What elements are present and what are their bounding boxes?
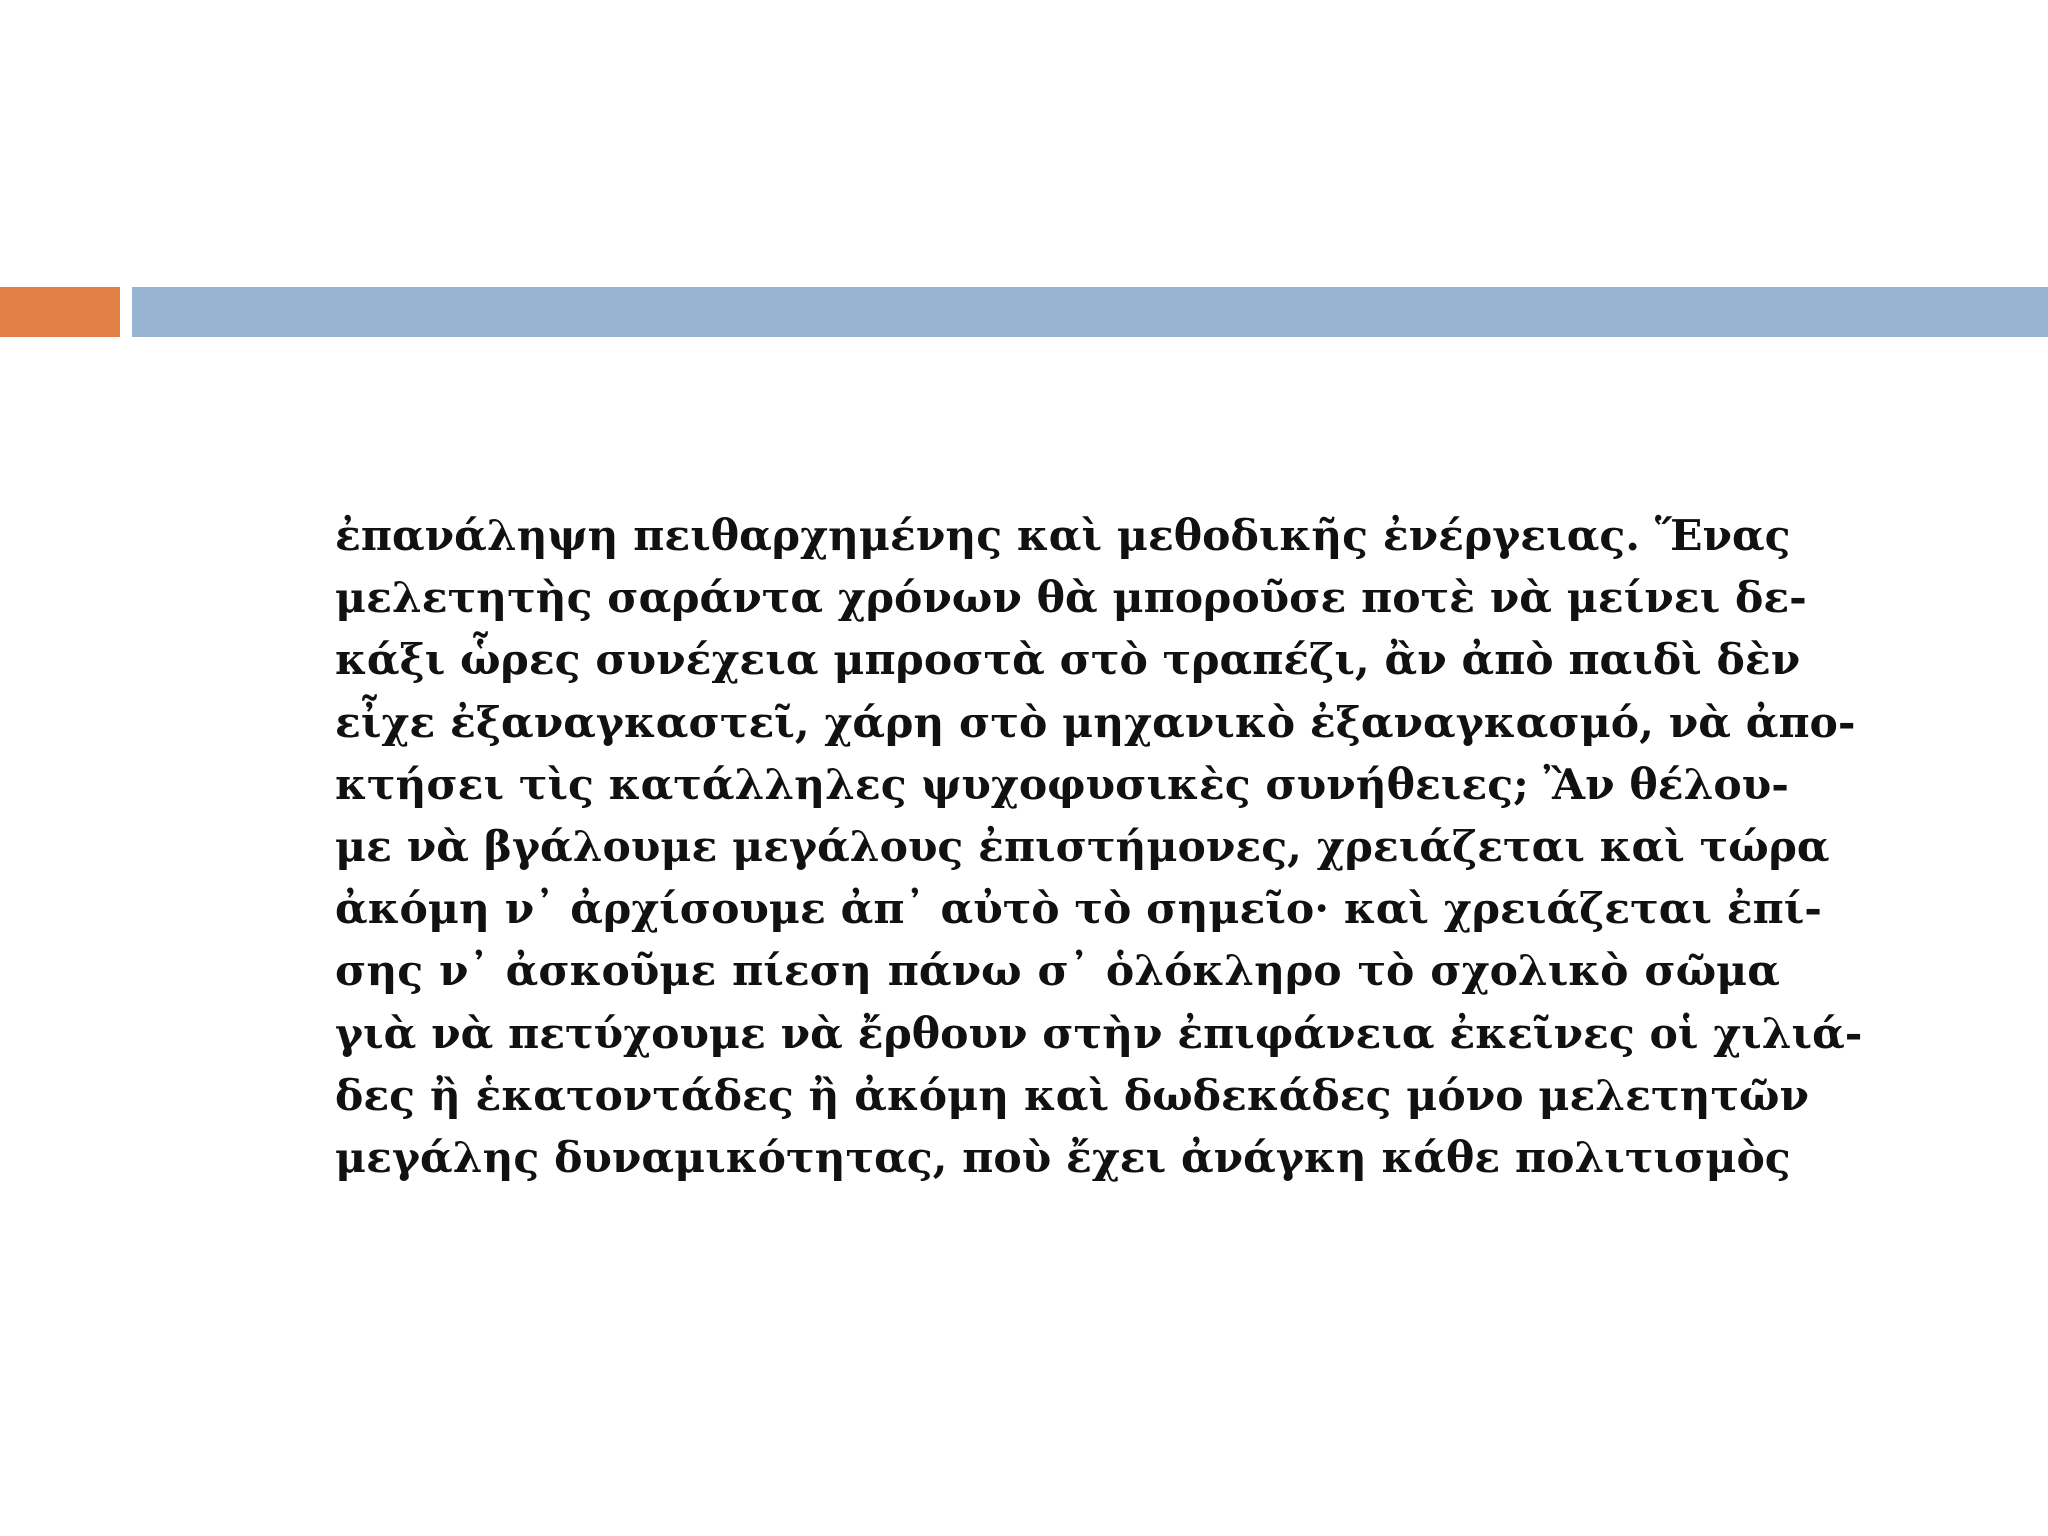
text-line: εἶχε ἐξαναγκαστεῖ, χάρη στὸ μηχανικὸ ἐξαναγκασμό, νὰ ἀπο- xyxy=(335,697,1856,748)
text-line: με νὰ βγάλουμε μεγάλους ἐπιστήμονες, χρειάζεται καὶ τώρα xyxy=(335,821,1830,872)
text-line: μεγάλης δυναμικότητας, ποὺ ἔχει ἀνάγκη κάθε πολιτισμὸς xyxy=(335,1132,1791,1183)
text-line: κτήσει τὶς κατάλληλες ψυχοφυσικὲς συνήθειες; Ἂν θέλου- xyxy=(335,759,1789,810)
accent-bar xyxy=(0,287,120,337)
text-line: ἐπανάληψη πειθαρχημένης καὶ μεθοδικῆς ἐνέργειας. Ἕνας xyxy=(335,511,1791,561)
text-line: ἀκόμη ν᾽ ἀρχίσουμε ἀπ᾽ αὐτὸ τὸ σημεῖο· καὶ χρειάζεται ἐπί- xyxy=(335,884,1822,935)
text-line: γιὰ νὰ πετύχουμε νὰ ἔρθουν στὴν ἐπιφάνεια ἐκεῖνες οἱ χιλιά- xyxy=(335,1008,1863,1059)
text-line: δες ἢ ἑκατοντάδες ἢ ἀκόμη καὶ δωδεκάδες μόνο μελετητῶν xyxy=(335,1070,1809,1121)
title-bar xyxy=(132,287,2048,337)
text-line: κάξι ὧρες συνέχεια μπροστὰ στὸ τραπέζι, ἂν ἀπὸ παιδὶ δὲν xyxy=(335,635,1801,686)
text-line: σης ν᾽ ἀσκοῦμε πίεση πάνω σ᾽ ὁλόκληρο τὸ σχολικὸ σῶμα xyxy=(335,946,1780,997)
scanned-text-block xyxy=(335,505,1863,1189)
text-line: μελετητὴς σαράντα χρόνων θὰ μποροῦσε ποτὲ νὰ μείνει δε- xyxy=(335,573,1807,624)
